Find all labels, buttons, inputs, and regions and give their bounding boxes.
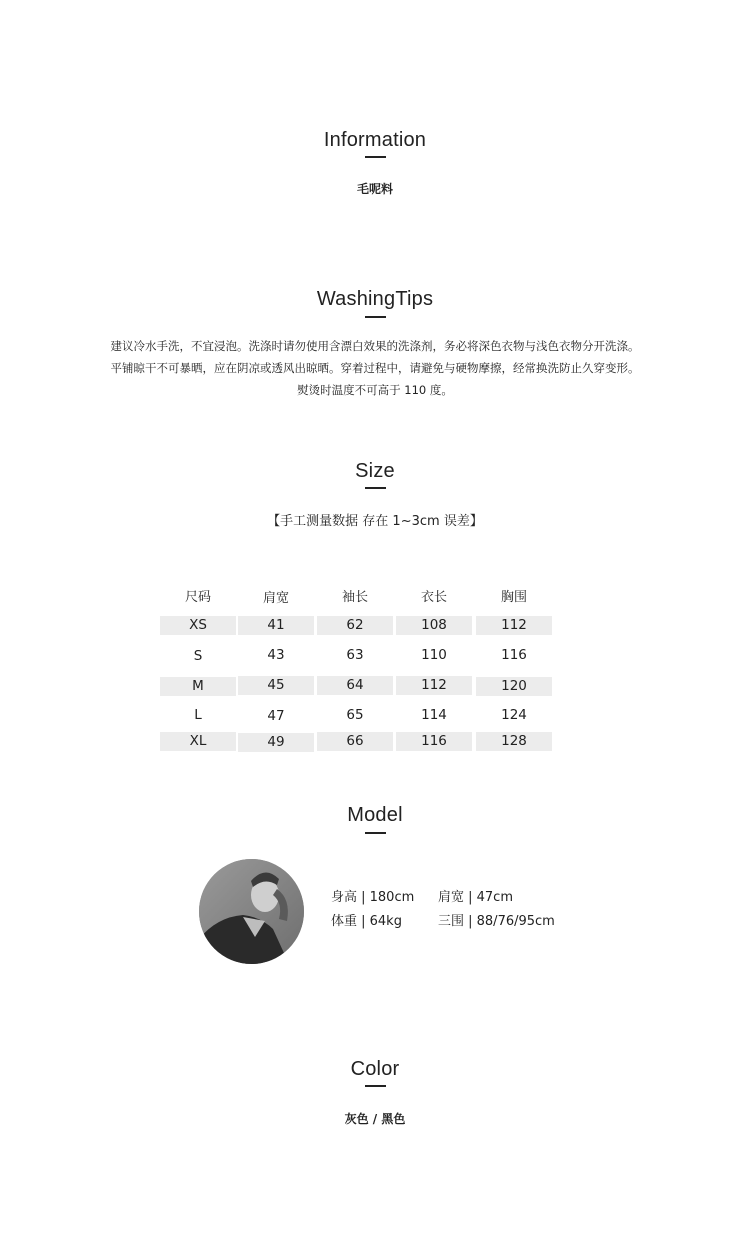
model-title: Model	[347, 804, 403, 826]
table-cell: 63	[346, 647, 364, 663]
size-note: 【手工测量数据 存在 1~3cm 误差】	[267, 514, 483, 529]
table-cell: 112	[476, 616, 552, 635]
color-options: 灰色 / 黑色	[344, 1112, 406, 1126]
table-cell: 62	[317, 616, 393, 635]
model-photo	[199, 859, 304, 964]
information-underline	[365, 156, 386, 158]
washing-tips-underline	[365, 316, 386, 318]
table-cell: 65	[346, 707, 364, 723]
table-cell: 47	[267, 708, 285, 724]
table-cell: 43	[267, 647, 285, 663]
table-cell: 124	[501, 707, 527, 723]
table-cell: 114	[421, 707, 447, 723]
header-shoulder: 肩宽	[262, 591, 289, 606]
washing-line-3: 熨烫时温度不可高于 110 度。	[297, 383, 453, 397]
information-title: Information	[323, 129, 427, 151]
table-cell: 110	[421, 647, 447, 663]
washing-line-2: 平铺晾干不可暴晒，应在阴凉或透风出晾晒。穿着过程中，请避免与硬物摩擦，经常换洗防止久穿变形。	[110, 361, 640, 375]
header-chest: 胸围	[500, 590, 527, 605]
table-cell: 64	[317, 676, 393, 695]
color-underline	[365, 1085, 386, 1087]
model-weight: 体重 | 64kg	[331, 914, 402, 929]
table-cell: S	[193, 648, 203, 664]
table-cell: 45	[238, 676, 314, 695]
header-sleeve: 袖长	[341, 590, 368, 605]
model-shoulder: 肩宽 | 47cm	[438, 890, 513, 905]
table-cell: 128	[476, 732, 552, 751]
material-text: 毛呢料	[356, 182, 393, 196]
header-length: 衣长	[420, 590, 447, 605]
table-cell: 66	[317, 732, 393, 751]
color-title: Color	[350, 1058, 400, 1080]
table-cell: 108	[396, 616, 472, 635]
table-cell: 41	[238, 616, 314, 635]
model-height: 身高 | 180cm	[331, 890, 415, 905]
table-cell: XL	[160, 732, 236, 751]
washing-line-1: 建议冷水手洗，不宜浸泡。洗涤时请勿使用含漂白效果的洗涤剂，务必将深色衣物与浅色衣物分开洗涤。	[110, 339, 640, 353]
model-underline	[365, 832, 386, 834]
table-cell: 49	[238, 733, 314, 752]
table-cell: M	[160, 677, 236, 696]
table-cell: XS	[160, 616, 236, 635]
table-cell: 112	[396, 676, 472, 695]
table-cell: 116	[396, 732, 472, 751]
table-cell: 116	[501, 647, 527, 663]
table-cell: 120	[476, 677, 552, 696]
washing-tips-title: WashingTips	[316, 288, 434, 310]
model-measurements: 三围 | 88/76/95cm	[438, 914, 555, 929]
table-cell: L	[194, 707, 202, 723]
size-title: Size	[355, 460, 395, 482]
size-underline	[365, 487, 386, 489]
header-size: 尺码	[184, 590, 211, 605]
